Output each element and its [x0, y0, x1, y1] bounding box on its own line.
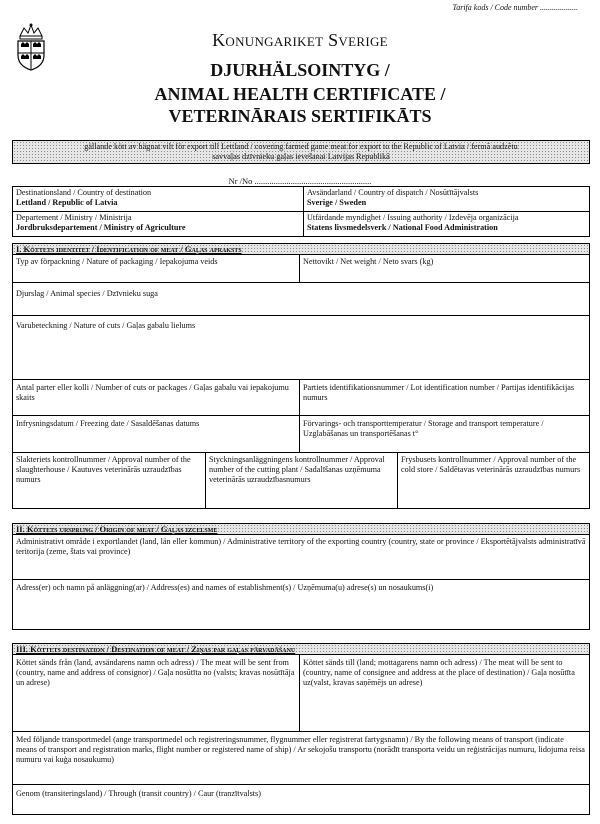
department-field[interactable]: [13, 212, 303, 234]
dispatch-label: Avsändarland / Country of dispatch / Nosūtītājvalsts: [307, 188, 479, 197]
title-english: ANIMAL HEALTH CERTIFICATE /: [154, 84, 446, 104]
cold-store-field[interactable]: Frysbusets kontrollnummer / Approval number of the cold store / Saldētavas veterinārās uzraudzības numurs: [401, 455, 581, 474]
section-origin: [12, 523, 590, 630]
authority-field[interactable]: [304, 212, 590, 234]
section-2-heading: II. Köttets ursprung / Origin of meat / Gaļas izcelsme: [13, 524, 589, 535]
destination-value: Lettland / Republic of Latvia: [16, 198, 118, 207]
lot-id-field[interactable]: Partiets identifikationsnummer / Lot identification number / Partijas identifikācijas numurs: [303, 383, 575, 402]
scope-line-2: savvaļas dzīvnieku gaļas ievešanai Latvijas Republikā: [212, 152, 390, 161]
packages-number-field[interactable]: Antal parter eller kolli / Number of cuts or packages / Gaļas gabalu vai iepakojumu skaits: [16, 383, 289, 402]
dispatch-value: Sverige / Sweden: [307, 198, 367, 207]
net-weight-field[interactable]: Nettovikt / Net weight / Neto svars (kg): [303, 257, 434, 266]
section-3-heading: III. Köttets destination / Destination of meat / Ziņas par gaļas pārvadāšanu: [13, 644, 589, 655]
section-1-heading: I. Köttets identitet / Identification of meat / Gaļas apraksts: [13, 244, 589, 255]
kingdom-heading: Konungariket Sverige: [212, 30, 388, 50]
species-field[interactable]: Djurslag / Animal species / Dzīvnieku suga: [16, 289, 158, 298]
certificate-number[interactable]: Nr /No .......................................................: [228, 176, 372, 186]
freezing-date-field[interactable]: Infrysningsdatum / Freezing date / Sasaldēšanas datums: [16, 419, 200, 428]
transit-country-field[interactable]: Genom (transiteringsland) / Through (transit country) / Caur (tranzītvalsts): [16, 789, 261, 798]
consignor-field[interactable]: Köttet sänds från (land, avsändarens namn och adress) / The meat will be sent from (country, name and address of consignor) / Gaļa nosūtīta no (valsts; kravas nosūtītāja un adrese): [16, 658, 295, 687]
storage-temp-field[interactable]: Förvarings- och transporttemperatur / Storage and transport temperature / Uzglabāšanas un transportēšanas t°: [303, 419, 544, 438]
title-swedish: DJURHÄLSOINTYG /: [210, 60, 390, 80]
consignee-field[interactable]: Köttet sänds till (land; mottagarens namn och adress) / The meat will be sent to (country, name of consignee and address at the place of destination) / Gaļa nosūtīta uz(valst, kravas saņēmējs un adrese): [303, 658, 575, 687]
packaging-field[interactable]: Typ av förpackning / Nature of packaging / Iepakojuma veids: [16, 257, 218, 266]
admin-area-field[interactable]: Administrativt område i exportlandet (land, län eller kommun) / Administrative territory of the exporting country (country, state or province / Eksportētājvalsts administratīvā teritorija (zeme, štats vai province): [16, 537, 586, 556]
scope-line-1: gällande kött av hägnat vilt för export till Lettland / covering farmed game meat for export to the Republic of Latvia / fermā audzētu: [84, 142, 518, 151]
title-latvian: VETERINĀRAIS SERTIFIKĀTS: [168, 106, 432, 126]
authority-label: Utfärdande myndighet / Issuing authority / Izdevēja organizācija: [307, 213, 519, 222]
dispatch-field[interactable]: [304, 187, 590, 209]
destination-field[interactable]: [13, 187, 303, 209]
destination-label: Destinationsland / Country of destination: [16, 188, 152, 197]
authority-value: Statens livsmedelsverk / National Food Administration: [307, 223, 498, 232]
department-label: Departement / Ministry / Ministrija: [16, 213, 132, 222]
cuts-field[interactable]: Varubeteckning / Nature of cuts / Gaļas gabalu lielums: [16, 321, 196, 330]
section-identification: [12, 243, 590, 509]
slaughterhouse-field[interactable]: Slakteriets kontrollnummer / Approval number of the slaughterhouse / Kautuves veterinārās uzraudzības numurs: [16, 455, 191, 484]
code-number-label: Tarifa kods / Code number ...................: [452, 3, 578, 12]
country-table: [12, 186, 590, 237]
cutting-plant-field[interactable]: Styckningsanläggningens kontrollnummer / Approval number of the cutting plant / Sadalīšanas uzņēmuma veterinārās uzraudzībasnumurs: [209, 455, 385, 484]
department-value: Jordbruksdepartement / Ministry of Agriculture: [16, 223, 186, 232]
transport-field[interactable]: Med följande transportmedel (ange transportmedel och registreringsnummer, flygnummer eller registrerat fartygsnamn) / By the following means of transport (indicate means of transport and registration marks, flight number or registered name of ship) / Ar sekojošu transportu (norādīt transporta veidu un reģistrācijas numuru, lidojuma reisa numuru vai kuģa nosaukumu): [16, 735, 585, 764]
scope-banner: [12, 140, 590, 164]
section-destination: [12, 643, 590, 815]
establishment-field[interactable]: Adress(er) och namn på anläggning(ar) / Address(es) and names of establishment(s) / Uzņēmuma(u) adrese(s) un nosaukums(i): [16, 583, 434, 592]
